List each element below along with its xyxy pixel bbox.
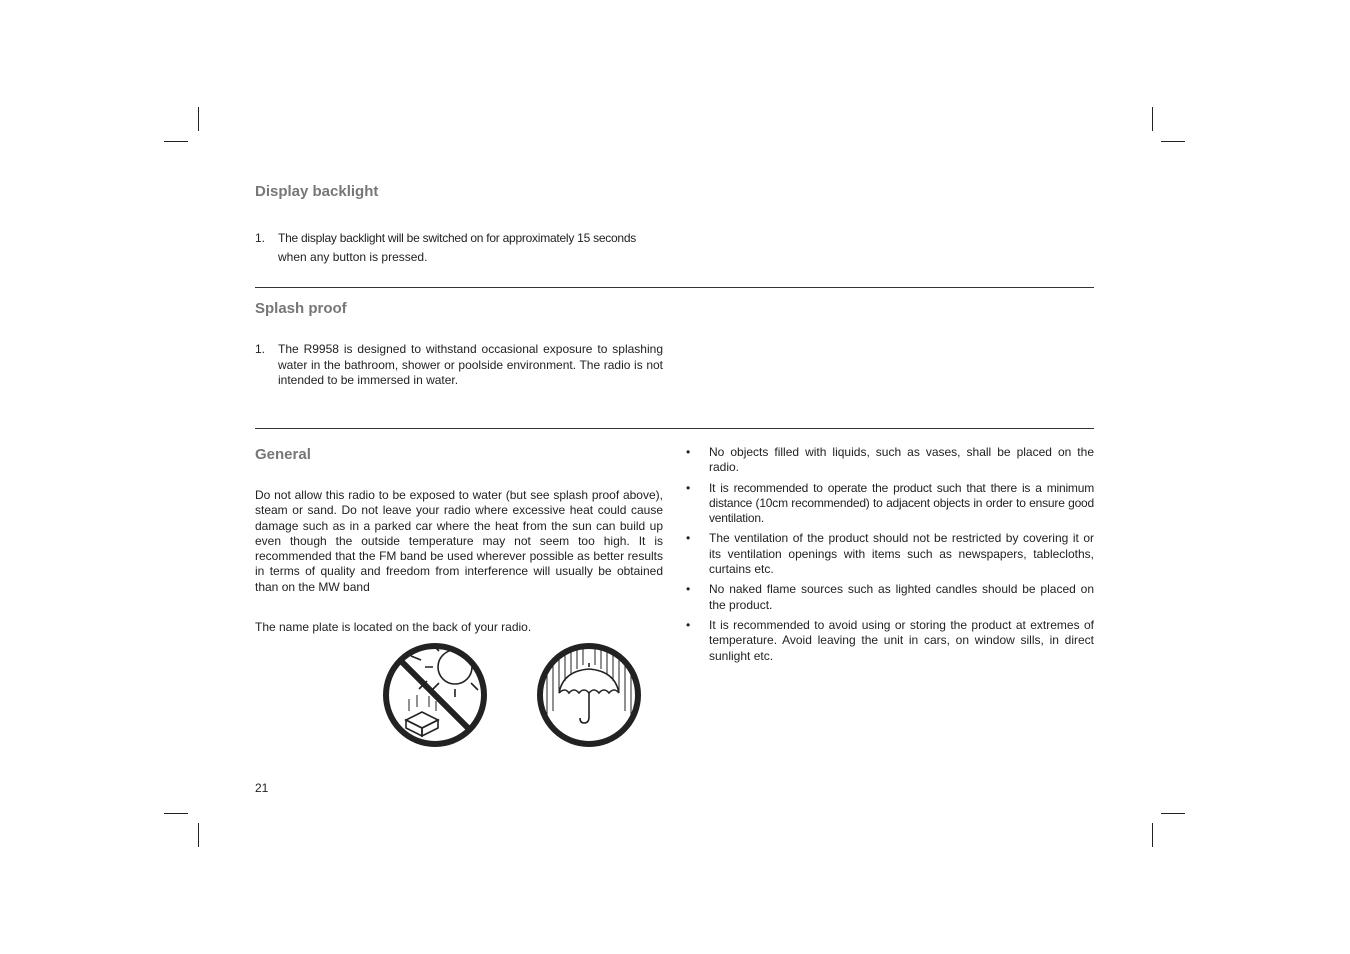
crop-mark <box>1161 813 1185 814</box>
item-number: 1. <box>255 342 266 356</box>
general-paragraph: Do not allow this radio to be exposed to water (but see splash proof above), steam or sand. Do not leave your radio where excessive heat could cause damage such as in a parked car where the heat from the sun can build up even though the outside temperature may not seem too high. It is recommended that the FM band be used wherever possible as better results in terms of quality and freedom from interference will usually be obtained than on the MW band <box>255 488 663 594</box>
section-divider <box>255 428 1094 429</box>
bullet-symbol: • <box>686 582 691 597</box>
list-item <box>686 618 1094 664</box>
item-text: The R9958 is designed to withstand occasional exposure to splashing water in the bathroom, shower or poolside environment. The radio is not intended to be immersed in water. <box>278 342 663 387</box>
list-item <box>686 531 1094 577</box>
bullet-text: It is recommended to operate the product such that there is a minimum distance (10cm recommended) to adjacent objects in order to ensure good ventilation. <box>709 480 1094 526</box>
bullet-symbol: • <box>686 531 691 546</box>
crop-mark <box>164 141 188 142</box>
crop-mark <box>1152 107 1153 131</box>
bullet-text: No objects filled with liquids, such as vases, shall be placed on the radio. <box>709 445 1094 475</box>
crop-mark <box>164 813 188 814</box>
name-plate-note: The name plate is located on the back of your radio. <box>255 620 532 634</box>
item-text-line: The display backlight will be switched on for approximately 15 seconds <box>278 231 637 245</box>
list-item <box>686 481 1094 527</box>
page-number: 21 <box>255 781 269 795</box>
bullet-text: The ventilation of the product should not be restricted by covering it or its ventilation openings with items such as newspapers, tablecloths, curtains etc. <box>709 531 1094 577</box>
crop-mark <box>1161 141 1185 142</box>
section-title-general: General <box>255 446 311 463</box>
list-item <box>686 582 1094 613</box>
bullet-text: No naked flame sources such as lighted candles should be placed on the product. <box>709 582 1094 612</box>
section-title-display-backlight: Display backlight <box>255 183 379 200</box>
section-divider <box>255 287 1094 288</box>
item-number: 1. <box>255 231 266 245</box>
splash-item <box>255 342 663 389</box>
item-text-line: when any button is pressed. <box>278 250 428 264</box>
crop-mark <box>198 107 199 131</box>
list-item <box>686 445 1094 476</box>
bullet-text: It is recommended to avoid using or storing the product at extremes of temperature. Avoid leaving the unit in cars, on window sills, in direct sunlight etc. <box>709 617 1094 663</box>
section-title-splash-proof: Splash proof <box>255 300 347 317</box>
backlight-item <box>255 229 663 267</box>
bullet-symbol: • <box>686 617 691 632</box>
no-sun-heat-icon <box>381 641 489 749</box>
crop-mark <box>198 823 199 847</box>
crop-mark <box>1152 823 1153 847</box>
bullet-symbol: • <box>686 480 691 495</box>
safety-bullet-list <box>686 445 1094 669</box>
umbrella-rain-icon <box>535 641 643 749</box>
bullet-symbol: • <box>686 445 691 459</box>
